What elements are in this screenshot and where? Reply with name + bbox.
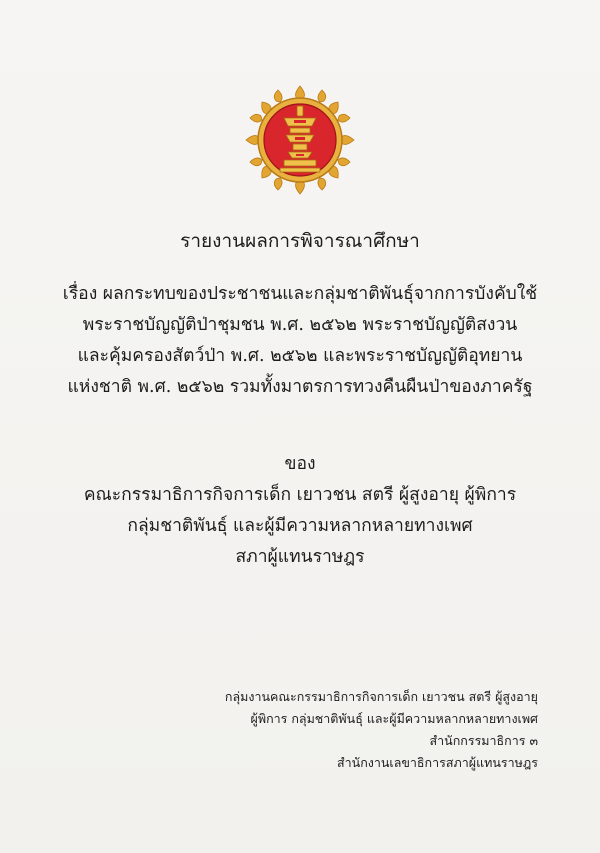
- committee-block: [0, 449, 600, 573]
- parliament-emblem-icon: [244, 84, 356, 196]
- committee-line: คณะกรรมาธิการกิจการเด็ก เยาวชน สตรี ผู้สูงอายุ ผู้พิการ: [83, 485, 517, 505]
- footer-line: สำนักงานเลขาธิการสภาผู้แทนราษฎร: [337, 755, 538, 770]
- committee-line: ของ: [284, 454, 316, 474]
- footer-line: ผู้พิการ กลุ่มชาติพันธุ์ และผู้มีความหลากหลายทางเพศ: [250, 711, 538, 726]
- subject-line: แห่งชาติ พ.ศ. ๒๕๖๒ รวมทั้งมาตรการทวงคืนผืนป่าของภาครัฐ: [67, 377, 533, 397]
- committee-line: กลุ่มชาติพันธุ์ และผู้มีความหลากหลายทางเพศ: [127, 516, 473, 536]
- report-subject: [0, 279, 600, 403]
- subject-line: เรื่อง ผลกระทบของประชาชนและกลุ่มชาติพันธุ์จากการบังคับใช้: [62, 284, 538, 304]
- footer-line: สำนักกรรมาธิการ ๓: [429, 733, 538, 748]
- committee-line: สภาผู้แทนราษฎร: [235, 547, 365, 567]
- subject-line: พระราชบัญญัติป่าชุมชน พ.ศ. ๒๕๖๒ พระราชบัญญัติสงวน: [82, 315, 518, 335]
- footer-line: กลุ่มงานคณะกรรมาธิการกิจการเด็ก เยาวชน สตรี ผู้สูงอายุ: [224, 689, 538, 704]
- subject-line: และคุ้มครองสัตว์ป่า พ.ศ. ๒๕๖๒ และพระราชบัญญัติอุทยาน: [77, 346, 523, 366]
- issuing-office-block: [225, 686, 538, 774]
- report-title: รายงานผลการพิจารณาศึกษา: [180, 230, 420, 252]
